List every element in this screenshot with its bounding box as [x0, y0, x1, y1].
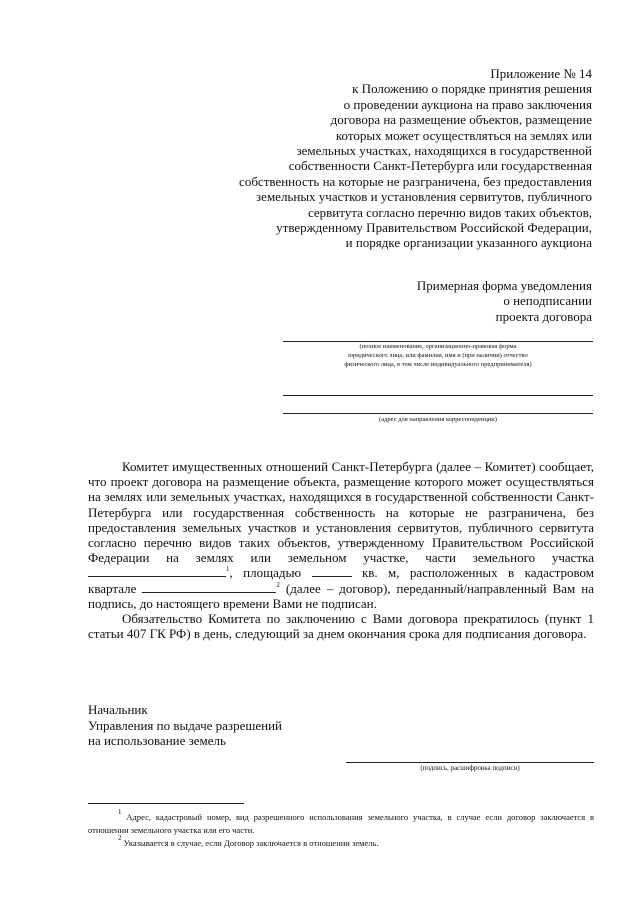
- cadastral-quarter-blank: [142, 581, 276, 593]
- signature-line: [346, 762, 594, 763]
- appendix-line: к Положению о порядке принятия решения: [352, 81, 592, 97]
- appendix-line: сервитута согласно перечню видов таких объектов,: [307, 204, 592, 220]
- address-line-1: [283, 395, 593, 396]
- footnote-ref-2: 2: [276, 580, 280, 589]
- appendix-line: земельных участках, находящихся в государственной: [296, 143, 592, 159]
- notice-paragraph-1: Комитет имущественных отношений Санкт-Петербурга (далее – Комитет) сообщает, что проект договора на размещение объекта, размещение которого может осуществляться на землях или земельных участках, находящихся в государственной собственности Санкт-Петербурга или государственная собственность на которые не разграничена, без предоставления земельных участков и установления сервитутов, публичного сервитута согласно перечню видов таких объектов, утвержденному Правительством Российской Федерации на землях или земельном участке, части земельного участка $^1$, площадью кв. м, расположенных в кадастровом квартале $^2$ (далее – договор), переданный/направленный Вам на подпись, до настоящего времени Вами не подписан.: [88, 459, 595, 611]
- appendix-header: [239, 66, 592, 251]
- appendix-line: договора на размещение объектов, размещение: [330, 112, 592, 128]
- appendix-line: земельных участков и установления сервитутов, публичного: [256, 189, 592, 205]
- footnote-separator: [88, 803, 244, 804]
- area-blank: [312, 565, 352, 577]
- signature-caption: (подпись, расшифровка подписи): [420, 764, 520, 772]
- footnotes: [88, 808, 595, 850]
- footnote-2: $^2$ Указывается в случае, если Договор заключается в отношении земель.: [118, 834, 379, 848]
- form-title-line: о неподписании: [503, 293, 592, 309]
- appendix-line: и порядке организации указанного аукциона: [345, 235, 592, 251]
- appendix-number: Приложение № 14: [490, 66, 592, 81]
- addressee-name-caption: (полное наименование, организационно-правовая форма юридического лица, или фамилия, имя и (при наличии) отчество физического лица, в том числе индивидуального предпринимателя): [344, 343, 532, 368]
- appendix-line: о проведении аукциона на право заключения: [343, 96, 592, 112]
- appendix-line: собственность на которые не разграничена, без предоставления: [239, 173, 592, 189]
- notice-body: [88, 459, 594, 641]
- footnote-ref-1: 1: [226, 565, 230, 574]
- address-caption: (адрес для направления корреспонденции): [379, 416, 497, 423]
- notice-paragraph-2: Обязательство Комитета по заключению с Вами договора прекратилось (пункт 1 статьи 407 ГК РФ) в день, следующий за днем окончания срока для подписания договора.: [88, 611, 594, 642]
- footnote-1: $^1$ Адрес, кадастровый номер, вид разрешенного использования земельного участка, в случае если договор заключается в отношении земельного участка или его части.: [88, 808, 595, 835]
- land-plot-blank: [88, 565, 226, 577]
- signatory-title: Начальник Управления по выдаче разрешений на использование земель: [88, 702, 282, 748]
- form-title-line: проекта договора: [495, 308, 592, 324]
- appendix-line: собственности Санкт-Петербурга или государственная: [288, 158, 592, 174]
- address-line-2: [283, 413, 593, 414]
- appendix-line: утвержденному Правительством Российской Федерации,: [276, 220, 592, 236]
- appendix-line: которых может осуществляться на землях или: [335, 127, 592, 143]
- form-title-line: Примерная форма уведомления: [416, 278, 592, 293]
- form-title: [417, 278, 592, 324]
